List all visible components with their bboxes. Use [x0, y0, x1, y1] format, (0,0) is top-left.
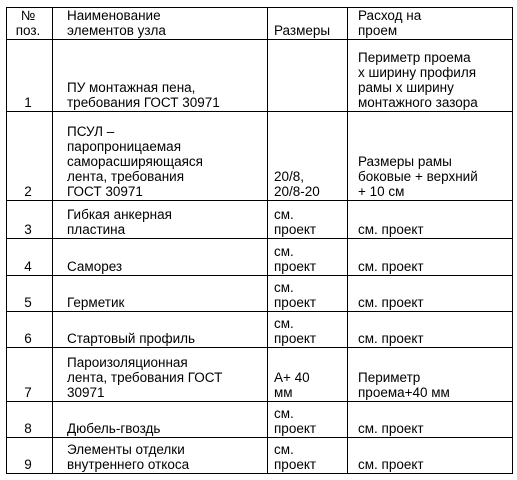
cell-dimensions: см. проект — [268, 312, 348, 348]
cell-position-number: 8 — [7, 402, 53, 438]
cell-position-number: 5 — [7, 276, 53, 312]
table-header-row — [7, 8, 513, 40]
cell-dimensions: см. проект — [268, 201, 348, 239]
cell-element-name: ПУ монтажная пена, требования ГОСТ 30971 — [53, 40, 268, 112]
cell-dimensions: см. проект — [268, 239, 348, 276]
table-row — [7, 312, 513, 348]
cell-consumption: см. проект — [348, 276, 513, 312]
cell-element-name: Стартовый профиль — [53, 312, 268, 348]
materials-table — [6, 7, 513, 474]
cell-element-name: Дюбель-гвоздь — [53, 402, 268, 438]
header-dimensions: Размеры — [268, 8, 348, 40]
cell-consumption: см. проект — [348, 201, 513, 239]
cell-position-number: 6 — [7, 312, 53, 348]
table-row — [7, 276, 513, 312]
cell-dimensions: А+ 40 мм — [268, 348, 348, 402]
cell-position-number: 7 — [7, 348, 53, 402]
cell-consumption: Периметр проема х ширину профиля рамы х ширину монтажного зазора — [348, 40, 513, 112]
cell-consumption: см. проект — [348, 438, 513, 474]
cell-position-number: 3 — [7, 201, 53, 239]
cell-position-number: 9 — [7, 438, 53, 474]
header-element-name: Наименование элементов узла — [53, 8, 268, 40]
table-row — [7, 201, 513, 239]
cell-element-name: Пароизоляционная лента, требования ГОСТ 30971 — [53, 348, 268, 402]
cell-dimensions: см. проект — [268, 438, 348, 474]
table-row — [7, 40, 513, 112]
cell-element-name: Гибкая анкерная пластина — [53, 201, 268, 239]
cell-dimensions: см. проект — [268, 402, 348, 438]
cell-dimensions: 20/8, 20/8-20 — [268, 112, 348, 201]
cell-element-name: ПСУЛ – паропроницаемая саморасширяющаяся лента, требования ГОСТ 30971 — [53, 112, 268, 201]
table-row — [7, 112, 513, 201]
table-row — [7, 402, 513, 438]
cell-consumption: Периметр проема+40 мм — [348, 348, 513, 402]
table-row — [7, 438, 513, 474]
cell-consumption: см. проект — [348, 402, 513, 438]
cell-position-number: 4 — [7, 239, 53, 276]
cell-position-number: 2 — [7, 112, 53, 201]
cell-element-name: Элементы отделки внутреннего откоса — [53, 438, 268, 474]
cell-dimensions — [268, 40, 348, 112]
header-position-number: № поз. — [7, 8, 53, 40]
header-consumption: Расход на проем — [348, 8, 513, 40]
table-row — [7, 239, 513, 276]
cell-consumption: Размеры рамы боковые + верхний + 10 см — [348, 112, 513, 201]
table-row — [7, 348, 513, 402]
cell-element-name: Герметик — [53, 276, 268, 312]
cell-consumption: см. проект — [348, 239, 513, 276]
cell-dimensions: см. проект — [268, 276, 348, 312]
cell-position-number: 1 — [7, 40, 53, 112]
cell-element-name: Саморез — [53, 239, 268, 276]
cell-consumption: см. проект — [348, 312, 513, 348]
